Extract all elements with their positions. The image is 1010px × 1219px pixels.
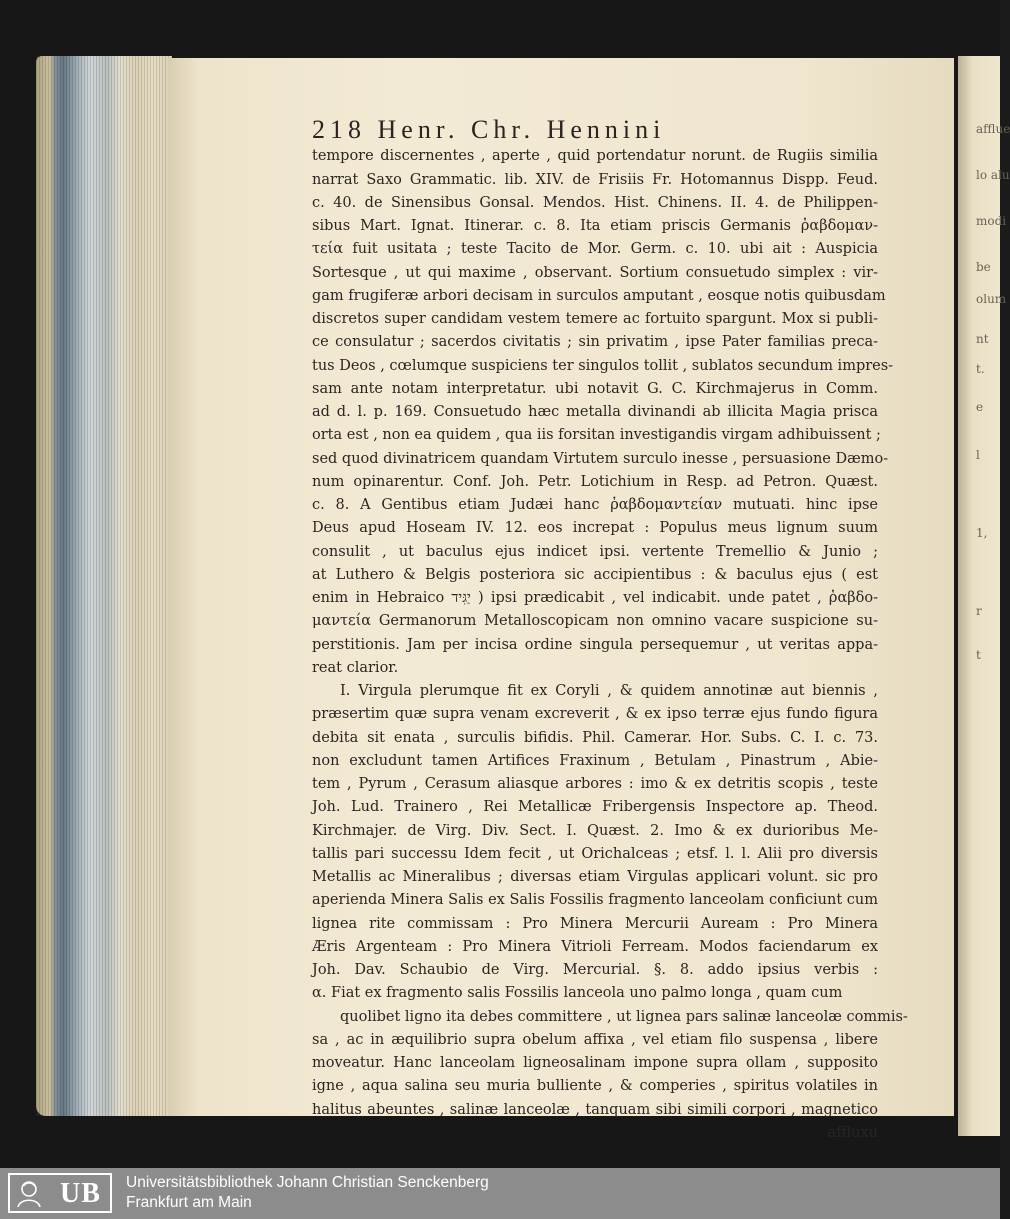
text-line: sibus Mart. Ignat. Itinerar. c. 8. Ita etiam priscis Germanis ῥαβδομαν- xyxy=(312,218,878,234)
adjacent-fragment: e xyxy=(976,400,984,414)
adjacent-fragment: r xyxy=(976,604,982,618)
book-page-edges xyxy=(36,56,172,1116)
text-line: igne , aqua salina seu muria bulliente , & comperies , spiritus volatiles in xyxy=(312,1078,878,1095)
text-line: c. 8. A Gentibus etiam Judæi hanc ῥαβδομαντείαν mutuati. hinc ipse xyxy=(312,497,878,513)
text-line: ad d. l. p. 169. Consuetudo hæc metalla divinandi ab illicita Magia prisca xyxy=(312,404,878,420)
text-line: affluxu xyxy=(827,1124,878,1141)
text-line: consulit , ut baculus ejus indicet ipsi. vertente Tremellio & Junio ; xyxy=(312,543,878,560)
adjacent-fragment: be xyxy=(976,260,991,274)
adjacent-fragment: olum xyxy=(976,292,1007,306)
adjacent-fragment: modi xyxy=(976,214,1007,228)
adjacent-fragment: 1, xyxy=(976,526,988,540)
adjacent-page xyxy=(958,56,1010,1136)
text-line: aperienda Minera Salis ex Salis Fossilis fragmento lanceolam conficiunt cum xyxy=(312,892,878,909)
text-line: τεία fuit usitata ; teste Tacito de Mor. Germ. c. 10. ubi ait : Auspicia xyxy=(312,241,878,258)
institution-line-1: Universitätsbibliothek Johann Christian Senckenberg xyxy=(126,1174,489,1191)
text-line: tem , Pyrum , Cerasum aliasque arbores : imo & ex detritis scopis , teste xyxy=(312,776,878,792)
text-line: Joh. Dav. Schaubio de Virg. Mercurial. §. 8. addo ipsius verbis : xyxy=(312,962,878,978)
text-line: Joh. Lud. Trainero , Rei Metallicæ Fribergensis Inspectore ap. Theod. xyxy=(312,799,878,816)
text-line: at Luthero & Belgis posteriora sic accipientibus : & baculus ejus ( est xyxy=(312,566,878,583)
text-line: c. 40. de Sinensibus Gonsal. Mendos. Hist. Chinens. II. 4. de Philippen- xyxy=(312,194,878,211)
text-line: quolibet ligno ita debes committere , ut lignea pars salinæ lanceolæ commis- xyxy=(340,1008,908,1025)
text-line: Æris Argenteam : Pro Minera Vitrioli Ferream. Modos faciendarum ex xyxy=(312,938,878,955)
adjacent-fragment: afflue xyxy=(976,122,1010,136)
running-header: 218 Henr. Chr. Hennini xyxy=(312,115,666,144)
text-line: orta est , non ea quidem , qua iis forsitan investigandis virgam adhibuissent ; xyxy=(312,427,881,444)
text-line: narrat Saxo Grammatic. lib. XIV. de Frisiis Fr. Hotomannus Dispp. Feud. xyxy=(312,171,878,188)
text-line: debita sit enata , surculis bifidis. Phil. Camerar. Hor. Subs. C. I. c. 73. xyxy=(312,729,878,746)
text-line: discretos super candidam vestem temere ac fortuito spargunt. Mox si publi- xyxy=(312,311,878,327)
institution-line-2: Frankfurt am Main xyxy=(126,1194,252,1211)
text-line: moveatur. Hanc lanceolam ligneosalinam impone supra ollam , supposito xyxy=(312,1055,878,1071)
text-line: α. Fiat ex fragmento salis Fossilis lanceola uno palmo longa , quam cum xyxy=(312,985,843,1002)
text-line: halitus abeuntes , salinæ lanceolæ , tanquam sibi simili corpori , magnetico xyxy=(312,1101,878,1118)
text-line: lignea rite commissam : Pro Minera Mercurii Auream : Pro Minera xyxy=(312,915,878,932)
text-line: I. Virgula plerumque fit ex Coryli , & quidem annotinæ aut biennis , xyxy=(340,683,878,699)
text-line: μαντεία Germanorum Metalloscopicam non omnino vacare suspicione su- xyxy=(312,613,878,630)
adjacent-fragment: t xyxy=(976,648,981,662)
text-line: enim in Hebraico יַגִּיד ) ipsi prædicabit , vel indicabit. unde patet , ῥαβδο- xyxy=(312,590,878,606)
text-line: præsertim quæ supra venam excreverit , & ex ipso terræ ejus fundo figura xyxy=(312,706,878,723)
text-line: num opinarentur. Conf. Joh. Petr. Lotichium in Resp. ad Petron. Quæst. xyxy=(312,473,878,490)
text-line: reat clarior. xyxy=(312,659,399,676)
text-lines xyxy=(312,145,908,1145)
text-line: Kirchmajer. de Virg. Div. Sect. I. Quæst. 2. Imo & ex durioribus Me- xyxy=(312,822,878,839)
text-line: tus Deos , cœlumque suspiciens ter singulos tollit , sublatos secundum impres- xyxy=(312,357,894,374)
text-line: gam frugiferæ arbori decisam in surculos amputant , eosque notis quibusdam xyxy=(312,287,886,304)
logo-text: UB xyxy=(60,1178,101,1209)
portrait-icon xyxy=(14,1178,44,1208)
text-line: sam ante notam interpretatur. ubi notavit G. C. Kirchmajerus in Comm. xyxy=(312,380,878,397)
text-line: Sortesque , ut qui maxime , observant. Sortium consuetudo simplex : vir- xyxy=(312,264,878,281)
library-logo[interactable] xyxy=(8,1173,112,1213)
text-line: perstitionis. Jam per incisa ordine singula persequemur , ut veritas appa- xyxy=(312,636,878,653)
text-line: tempore discernentes , aperte , quid portendatur norunt. de Rugiis similia xyxy=(312,148,878,165)
adjacent-fragment: nt xyxy=(976,332,989,346)
page-text-block xyxy=(312,115,908,1145)
text-line: sed quod divinatricem quandam Virtutem surculo inesse , persuasione Dæmo- xyxy=(312,450,889,467)
library-footer xyxy=(0,1168,1000,1219)
adjacent-fragment: lo alu xyxy=(976,168,1010,182)
text-line: tallis pari successu Idem fecit , ut Orichalceas ; etsf. l. l. Alii pro diversis xyxy=(312,845,878,862)
text-line: sa , ac in æquilibrio supra obelum affixa , vel etiam filo suspensa , libere xyxy=(312,1031,878,1048)
text-line: non excludunt tamen Artifices Fraxinum , Betulam , Pinastrum , Abie- xyxy=(312,752,878,769)
text-line: ce consulatur ; sacerdos civitatis ; sin privatim , ipse Pater familias preca- xyxy=(312,334,878,351)
text-line: Deus apud Hoseam IV. 12. eos increpat : Populus meus lignum suum xyxy=(312,520,878,537)
adjacent-fragment: l xyxy=(976,448,980,462)
adjacent-fragment: t. xyxy=(976,362,985,376)
institution-name xyxy=(126,1173,489,1213)
text-line: Metallis ac Mineralibus ; diversas etiam Virgulas applicari volunt. sic pro xyxy=(312,869,878,885)
